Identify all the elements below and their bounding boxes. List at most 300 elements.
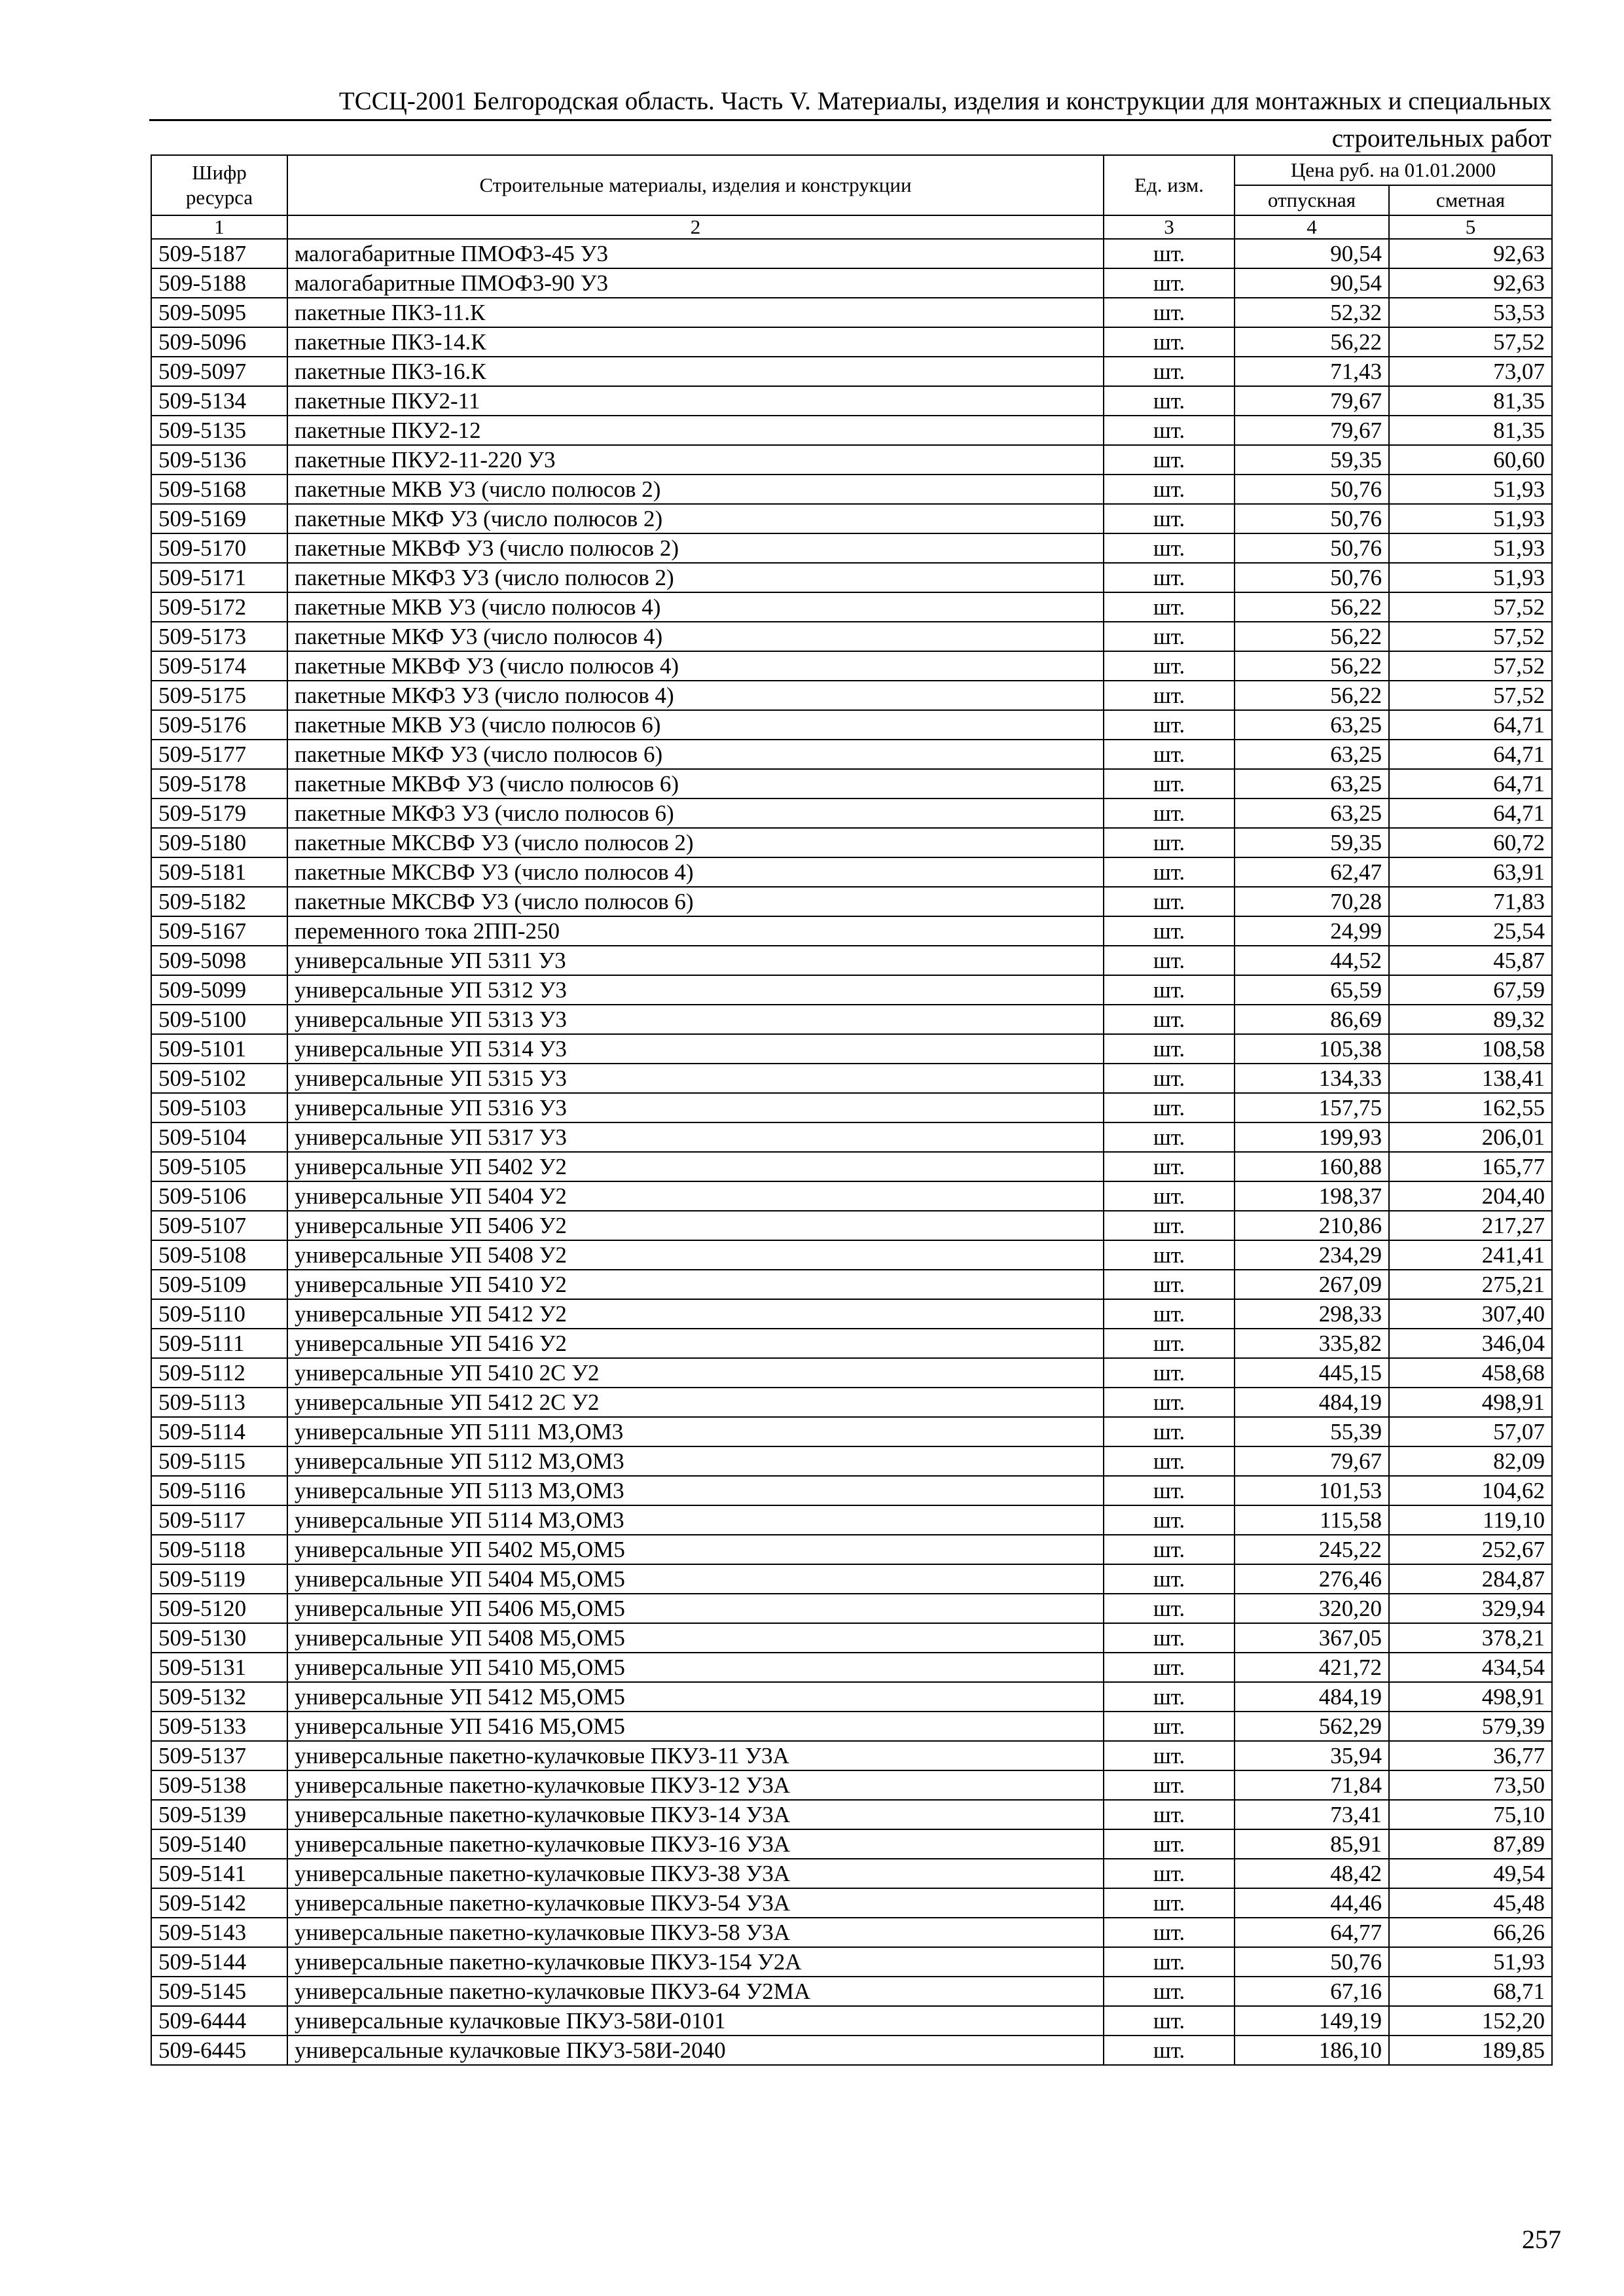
unit-cell: шт. (1104, 975, 1235, 1005)
table-row (151, 1064, 1552, 1093)
material-name-cell: пакетные МКФ У3 (число полюсов 2) (287, 504, 1104, 533)
material-name-cell: универсальные УП 5402 М5,ОМ5 (287, 1535, 1104, 1564)
table-row (151, 1918, 1552, 1947)
release-price-cell: 298,33 (1235, 1299, 1389, 1329)
estimate-price-cell: 36,77 (1389, 1741, 1552, 1770)
release-price-cell: 79,67 (1235, 386, 1389, 416)
material-name-cell: пакетные ПКУ2-12 (287, 416, 1104, 445)
estimate-price-cell: 108,58 (1389, 1034, 1552, 1064)
unit-cell: шт. (1104, 651, 1235, 681)
unit-cell: шт. (1104, 268, 1235, 298)
release-price-cell: 50,76 (1235, 533, 1389, 563)
material-name-cell: универсальные пакетно-кулачковые ПКУ3-14 У3А (287, 1800, 1104, 1829)
resource-code-cell: 509-5097 (151, 357, 287, 386)
material-name-cell: универсальные УП 5315 У3 (287, 1064, 1104, 1093)
column-header-unit (1104, 155, 1235, 215)
material-name-cell: пакетные МКВФ У3 (число полюсов 4) (287, 651, 1104, 681)
table-row (151, 1682, 1552, 1712)
material-name-cell: пакетные ПК3-16.К (287, 357, 1104, 386)
resource-code-cell: 509-5142 (151, 1888, 287, 1918)
unit-cell: шт. (1104, 1388, 1235, 1417)
unit-cell: шт. (1104, 798, 1235, 828)
unit-cell: шт. (1104, 828, 1235, 857)
unit-cell: шт. (1104, 1623, 1235, 1653)
material-name-cell: универсальные УП 5112 М3,ОМ3 (287, 1446, 1104, 1476)
resource-code-cell: 509-5134 (151, 386, 287, 416)
release-price-cell: 64,77 (1235, 1918, 1389, 1947)
release-price-cell: 160,88 (1235, 1152, 1389, 1181)
table-row (151, 1712, 1552, 1741)
resource-code-cell: 509-5098 (151, 946, 287, 975)
table-row (151, 1594, 1552, 1623)
resource-code-cell: 509-6444 (151, 2006, 287, 2036)
unit-cell: шт. (1104, 1299, 1235, 1329)
release-price-cell: 149,19 (1235, 2006, 1389, 2036)
release-price-cell: 320,20 (1235, 1594, 1389, 1623)
material-name-cell: универсальные пакетно-кулачковые ПКУ3-154 У2А (287, 1947, 1104, 1977)
material-name-cell: пакетные МКФ3 У3 (число полюсов 4) (287, 681, 1104, 710)
release-price-cell: 71,84 (1235, 1770, 1389, 1800)
resource-code-cell: 509-5104 (151, 1122, 287, 1152)
estimate-price-cell: 64,71 (1389, 740, 1552, 769)
material-name-cell: малогабаритные ПМОФ3-45 У3 (287, 239, 1104, 268)
release-price-cell: 24,99 (1235, 916, 1389, 946)
unit-cell: шт. (1104, 298, 1235, 327)
estimate-price-cell: 57,52 (1389, 681, 1552, 710)
table-row (151, 681, 1552, 710)
header-title-line1: ТССЦ-2001 Белгородская область. Часть V. Материалы, изделия и конструкции для монтажных и специальных (338, 87, 1551, 115)
resource-code-cell: 509-5115 (151, 1446, 287, 1476)
material-name-cell: универсальные УП 5408 М5,ОМ5 (287, 1623, 1104, 1653)
estimate-price-cell: 162,55 (1389, 1093, 1552, 1122)
material-name-cell: универсальные УП 5404 У2 (287, 1181, 1104, 1211)
release-price-cell: 245,22 (1235, 1535, 1389, 1564)
table-row (151, 239, 1552, 268)
unit-cell: шт. (1104, 1741, 1235, 1770)
table-row (151, 445, 1552, 475)
material-name-cell: универсальные пакетно-кулачковые ПКУ3-12 У3А (287, 1770, 1104, 1800)
release-price-cell: 48,42 (1235, 1859, 1389, 1888)
estimate-price-cell: 241,41 (1389, 1240, 1552, 1270)
resource-code-cell: 509-5102 (151, 1064, 287, 1093)
table-row (151, 769, 1552, 798)
resource-code-cell: 509-5105 (151, 1152, 287, 1181)
unit-cell: шт. (1104, 504, 1235, 533)
material-name-cell: универсальные УП 5412 У2 (287, 1299, 1104, 1329)
release-price-cell: 55,39 (1235, 1417, 1389, 1446)
material-name-cell: универсальные УП 5410 У2 (287, 1270, 1104, 1299)
resource-code-cell: 509-5171 (151, 563, 287, 592)
unit-cell: шт. (1104, 1535, 1235, 1564)
estimate-price-cell: 275,21 (1389, 1270, 1552, 1299)
table-row (151, 1417, 1552, 1446)
resource-code-cell: 509-5143 (151, 1918, 287, 1947)
table-row (151, 916, 1552, 946)
table-row (151, 857, 1552, 887)
column-number-3: 3 (1104, 215, 1235, 239)
release-price-cell: 79,67 (1235, 416, 1389, 445)
estimate-price-cell: 66,26 (1389, 1918, 1552, 1947)
estimate-price-cell: 206,01 (1389, 1122, 1552, 1152)
release-price-cell: 85,91 (1235, 1829, 1389, 1859)
estimate-price-cell: 104,62 (1389, 1476, 1552, 1505)
column-number-4: 4 (1235, 215, 1389, 239)
estimate-price-cell: 579,39 (1389, 1712, 1552, 1741)
table-row (151, 1446, 1552, 1476)
table-row (151, 1800, 1552, 1829)
material-name-cell: пакетные МКСВФ У3 (число полюсов 2) (287, 828, 1104, 857)
material-name-cell: универсальные УП 5402 У2 (287, 1152, 1104, 1181)
table-row (151, 1093, 1552, 1122)
unit-cell: шт. (1104, 1211, 1235, 1240)
estimate-price-cell: 165,77 (1389, 1152, 1552, 1181)
table-row (151, 1122, 1552, 1152)
resource-code-cell: 509-5112 (151, 1358, 287, 1388)
unit-cell: шт. (1104, 1859, 1235, 1888)
resource-code-cell: 509-5139 (151, 1800, 287, 1829)
material-name-cell: универсальные УП 5406 У2 (287, 1211, 1104, 1240)
column-header-name: Строительные материалы, изделия и конструкции (287, 155, 1104, 215)
unit-cell: шт. (1104, 1476, 1235, 1505)
estimate-price-cell: 252,67 (1389, 1535, 1552, 1564)
resource-code-cell: 509-5131 (151, 1653, 287, 1682)
resource-code-cell: 509-5118 (151, 1535, 287, 1564)
resource-code-cell: 509-5137 (151, 1741, 287, 1770)
release-price-cell: 484,19 (1235, 1388, 1389, 1417)
estimate-price-cell: 60,72 (1389, 828, 1552, 857)
resource-code-cell: 509-5138 (151, 1770, 287, 1800)
unit-cell: шт. (1104, 1093, 1235, 1122)
release-price-cell: 367,05 (1235, 1623, 1389, 1653)
table-row (151, 1270, 1552, 1299)
table-row (151, 828, 1552, 857)
estimate-price-cell: 73,07 (1389, 357, 1552, 386)
release-price-cell: 63,25 (1235, 740, 1389, 769)
material-name-cell: универсальные УП 5313 У3 (287, 1005, 1104, 1034)
table-row (151, 563, 1552, 592)
unit-cell: шт. (1104, 445, 1235, 475)
release-price-cell: 335,82 (1235, 1329, 1389, 1358)
material-name-cell: пакетные МКВФ У3 (число полюсов 6) (287, 769, 1104, 798)
resource-code-cell: 509-5187 (151, 239, 287, 268)
material-name-cell: пакетные ПК3-14.К (287, 327, 1104, 357)
unit-cell: шт. (1104, 1064, 1235, 1093)
release-price-cell: 198,37 (1235, 1181, 1389, 1211)
estimate-price-cell: 92,63 (1389, 239, 1552, 268)
column-number-2: 2 (287, 215, 1104, 239)
material-name-cell: пакетные МКФ У3 (число полюсов 6) (287, 740, 1104, 769)
unit-cell: шт. (1104, 1358, 1235, 1388)
material-name-cell: пакетные МКВ У3 (число полюсов 4) (287, 592, 1104, 622)
release-price-cell: 421,72 (1235, 1653, 1389, 1682)
release-price-cell: 56,22 (1235, 327, 1389, 357)
resource-code-cell: 509-5168 (151, 475, 287, 504)
price-table (151, 154, 1553, 2066)
table-row (151, 416, 1552, 445)
resource-code-cell: 509-5130 (151, 1623, 287, 1653)
release-price-cell: 186,10 (1235, 2036, 1389, 2065)
resource-code-cell: 509-5145 (151, 1977, 287, 2006)
release-price-cell: 63,25 (1235, 798, 1389, 828)
unit-cell: шт. (1104, 1270, 1235, 1299)
estimate-price-cell: 64,71 (1389, 798, 1552, 828)
release-price-cell: 50,76 (1235, 475, 1389, 504)
release-price-cell: 276,46 (1235, 1564, 1389, 1594)
resource-code-cell: 509-5120 (151, 1594, 287, 1623)
estimate-price-cell: 49,54 (1389, 1859, 1552, 1888)
resource-code-cell: 509-5114 (151, 1417, 287, 1446)
table-row (151, 1741, 1552, 1770)
estimate-price-cell: 81,35 (1389, 386, 1552, 416)
material-name-cell: универсальные УП 5412 2С У2 (287, 1388, 1104, 1417)
unit-cell: шт. (1104, 740, 1235, 769)
resource-code-cell: 509-5110 (151, 1299, 287, 1329)
unit-cell: шт. (1104, 357, 1235, 386)
resource-code-cell: 509-5170 (151, 533, 287, 563)
material-name-cell: пакетные МКВФ У3 (число полюсов 2) (287, 533, 1104, 563)
unit-cell: шт. (1104, 592, 1235, 622)
estimate-price-cell: 68,71 (1389, 1977, 1552, 2006)
release-price-cell: 67,16 (1235, 1977, 1389, 2006)
resource-code-cell: 509-5106 (151, 1181, 287, 1211)
estimate-price-cell: 51,93 (1389, 563, 1552, 592)
estimate-price-cell: 53,53 (1389, 298, 1552, 327)
column-header-code (151, 155, 287, 215)
material-name-cell: универсальные УП 5416 М5,ОМ5 (287, 1712, 1104, 1741)
release-price-cell: 50,76 (1235, 563, 1389, 592)
unit-cell: шт. (1104, 946, 1235, 975)
resource-code-cell: 509-5179 (151, 798, 287, 828)
estimate-price-cell: 152,20 (1389, 2006, 1552, 2036)
material-name-cell: универсальные УП 5416 У2 (287, 1329, 1104, 1358)
unit-cell: шт. (1104, 1594, 1235, 1623)
release-price-cell: 50,76 (1235, 1947, 1389, 1977)
material-name-cell: универсальные УП 5314 У3 (287, 1034, 1104, 1064)
resource-code-cell: 509-5188 (151, 268, 287, 298)
table-row (151, 946, 1552, 975)
material-name-cell: пакетные МКВ У3 (число полюсов 2) (287, 475, 1104, 504)
resource-code-cell: 509-5113 (151, 1388, 287, 1417)
table-row (151, 298, 1552, 327)
unit-cell: шт. (1104, 1181, 1235, 1211)
unit-cell: шт. (1104, 327, 1235, 357)
resource-code-cell: 509-5176 (151, 710, 287, 740)
release-price-cell: 70,28 (1235, 887, 1389, 916)
material-name-cell: пакетные МКФ У3 (число полюсов 4) (287, 622, 1104, 651)
estimate-price-cell: 458,68 (1389, 1358, 1552, 1388)
release-price-cell: 71,43 (1235, 357, 1389, 386)
release-price-cell: 79,67 (1235, 1446, 1389, 1476)
unit-cell: шт. (1104, 1034, 1235, 1064)
estimate-price-cell: 92,63 (1389, 268, 1552, 298)
estimate-price-cell: 63,91 (1389, 857, 1552, 887)
resource-code-cell: 509-5136 (151, 445, 287, 475)
unit-cell: шт. (1104, 1888, 1235, 1918)
release-price-cell: 115,58 (1235, 1505, 1389, 1535)
material-name-cell: универсальные УП 5410 М5,ОМ5 (287, 1653, 1104, 1682)
release-price-cell: 90,54 (1235, 239, 1389, 268)
resource-code-cell: 509-5099 (151, 975, 287, 1005)
release-price-cell: 56,22 (1235, 622, 1389, 651)
release-price-cell: 445,15 (1235, 1358, 1389, 1388)
release-price-cell: 50,76 (1235, 504, 1389, 533)
table-row (151, 1888, 1552, 1918)
table-row (151, 386, 1552, 416)
release-price-cell: 35,94 (1235, 1741, 1389, 1770)
unit-cell: шт. (1104, 916, 1235, 946)
material-name-cell: универсальные кулачковые ПКУ3-58И-2040 (287, 2036, 1104, 2065)
resource-code-cell: 509-5109 (151, 1270, 287, 1299)
estimate-price-cell: 57,52 (1389, 622, 1552, 651)
unit-cell: шт. (1104, 1240, 1235, 1270)
release-price-cell: 63,25 (1235, 769, 1389, 798)
material-name-cell: универсальные УП 5316 У3 (287, 1093, 1104, 1122)
material-name-cell: универсальные УП 5412 М5,ОМ5 (287, 1682, 1104, 1712)
resource-code-cell: 509-5169 (151, 504, 287, 533)
table-row (151, 2006, 1552, 2036)
resource-code-cell: 509-5141 (151, 1859, 287, 1888)
resource-code-cell: 509-5116 (151, 1476, 287, 1505)
column-header-code-label: Шифр ресурса (185, 161, 253, 209)
resource-code-cell: 509-5144 (151, 1947, 287, 1977)
release-price-cell: 56,22 (1235, 681, 1389, 710)
estimate-price-cell: 73,50 (1389, 1770, 1552, 1800)
table-row (151, 1299, 1552, 1329)
unit-cell: шт. (1104, 887, 1235, 916)
release-price-cell: 44,52 (1235, 946, 1389, 975)
table-row (151, 975, 1552, 1005)
unit-cell: шт. (1104, 2036, 1235, 2065)
resource-code-cell: 509-5172 (151, 592, 287, 622)
unit-cell: шт. (1104, 1918, 1235, 1947)
table-row (151, 1211, 1552, 1240)
unit-cell: шт. (1104, 1122, 1235, 1152)
resource-code-cell: 509-5111 (151, 1329, 287, 1358)
material-name-cell: пакетные ПК3-11.К (287, 298, 1104, 327)
table-row (151, 592, 1552, 622)
table-row (151, 504, 1552, 533)
estimate-price-cell: 119,10 (1389, 1505, 1552, 1535)
material-name-cell: универсальные УП 5312 У3 (287, 975, 1104, 1005)
resource-code-cell: 509-5175 (151, 681, 287, 710)
material-name-cell: универсальные пакетно-кулачковые ПКУ3-11 У3А (287, 1741, 1104, 1770)
release-price-cell: 56,22 (1235, 592, 1389, 622)
unit-cell: шт. (1104, 1505, 1235, 1535)
table-row (151, 798, 1552, 828)
release-price-cell: 90,54 (1235, 268, 1389, 298)
table-row (151, 533, 1552, 563)
release-price-cell: 63,25 (1235, 710, 1389, 740)
resource-code-cell: 509-5117 (151, 1505, 287, 1535)
unit-cell: шт. (1104, 681, 1235, 710)
estimate-price-cell: 57,52 (1389, 651, 1552, 681)
estimate-price-cell: 51,93 (1389, 533, 1552, 563)
resource-code-cell: 509-5180 (151, 828, 287, 857)
estimate-price-cell: 57,07 (1389, 1417, 1552, 1446)
estimate-price-cell: 378,21 (1389, 1623, 1552, 1653)
estimate-price-cell: 82,09 (1389, 1446, 1552, 1476)
resource-code-cell: 509-5178 (151, 769, 287, 798)
unit-cell: шт. (1104, 1564, 1235, 1594)
release-price-cell: 59,35 (1235, 828, 1389, 857)
material-name-cell: пакетные МКФ3 У3 (число полюсов 6) (287, 798, 1104, 828)
table-row (151, 327, 1552, 357)
column-header-unit-label: Ед. изм. (1134, 173, 1204, 196)
column-number-1: 1 (151, 215, 287, 239)
table-row (151, 1859, 1552, 1888)
estimate-price-cell: 64,71 (1389, 710, 1552, 740)
unit-cell: шт. (1104, 710, 1235, 740)
material-name-cell: малогабаритные ПМОФ3-90 У3 (287, 268, 1104, 298)
unit-cell: шт. (1104, 1005, 1235, 1034)
resource-code-cell: 509-5133 (151, 1712, 287, 1741)
table-row (151, 1505, 1552, 1535)
material-name-cell: универсальные УП 5404 М5,ОМ5 (287, 1564, 1104, 1594)
table-row (151, 651, 1552, 681)
table-row (151, 268, 1552, 298)
column-header-release-price: отпускная (1235, 185, 1389, 215)
resource-code-cell: 509-5101 (151, 1034, 287, 1064)
column-header-price-group: Цена руб. на 01.01.2000 (1235, 155, 1552, 185)
unit-cell: шт. (1104, 1800, 1235, 1829)
material-name-cell: универсальные УП 5410 2С У2 (287, 1358, 1104, 1388)
resource-code-cell: 509-5107 (151, 1211, 287, 1240)
release-price-cell: 86,69 (1235, 1005, 1389, 1034)
estimate-price-cell: 75,10 (1389, 1800, 1552, 1829)
unit-cell: шт. (1104, 1653, 1235, 1682)
unit-cell: шт. (1104, 622, 1235, 651)
estimate-price-cell: 51,93 (1389, 475, 1552, 504)
estimate-price-cell: 45,48 (1389, 1888, 1552, 1918)
unit-cell: шт. (1104, 1152, 1235, 1181)
table-row (151, 1476, 1552, 1505)
resource-code-cell: 509-5174 (151, 651, 287, 681)
column-header-estimate-price: сметная (1389, 185, 1552, 215)
page-number: 257 (1522, 2225, 1561, 2254)
resource-code-cell: 509-5182 (151, 887, 287, 916)
resource-code-cell: 509-5177 (151, 740, 287, 769)
estimate-price-cell: 498,91 (1389, 1388, 1552, 1417)
table-row (151, 357, 1552, 386)
resource-code-cell: 509-5173 (151, 622, 287, 651)
estimate-price-cell: 25,54 (1389, 916, 1552, 946)
table-row (151, 1005, 1552, 1034)
table-row (151, 887, 1552, 916)
estimate-price-cell: 57,52 (1389, 327, 1552, 357)
material-name-cell: универсальные УП 5113 М3,ОМ3 (287, 1476, 1104, 1505)
material-name-cell: универсальные пакетно-кулачковые ПКУ3-38 У3А (287, 1859, 1104, 1888)
release-price-cell: 267,09 (1235, 1270, 1389, 1299)
material-name-cell: универсальные пакетно-кулачковые ПКУ3-54 У3А (287, 1888, 1104, 1918)
release-price-cell: 73,41 (1235, 1800, 1389, 1829)
release-price-cell: 157,75 (1235, 1093, 1389, 1122)
unit-cell: шт. (1104, 475, 1235, 504)
estimate-price-cell: 45,87 (1389, 946, 1552, 975)
material-name-cell: универсальные УП 5406 М5,ОМ5 (287, 1594, 1104, 1623)
estimate-price-cell: 60,60 (1389, 445, 1552, 475)
material-name-cell: универсальные УП 5111 М3,ОМ3 (287, 1417, 1104, 1446)
table-row (151, 1535, 1552, 1564)
unit-cell: шт. (1104, 563, 1235, 592)
release-price-cell: 62,47 (1235, 857, 1389, 887)
unit-cell: шт. (1104, 533, 1235, 563)
estimate-price-cell: 67,59 (1389, 975, 1552, 1005)
unit-cell: шт. (1104, 386, 1235, 416)
table-row (151, 1388, 1552, 1417)
material-name-cell: универсальные пакетно-кулачковые ПКУ3-64 У2МА (287, 1977, 1104, 2006)
estimate-price-cell: 346,04 (1389, 1329, 1552, 1358)
unit-cell: шт. (1104, 769, 1235, 798)
